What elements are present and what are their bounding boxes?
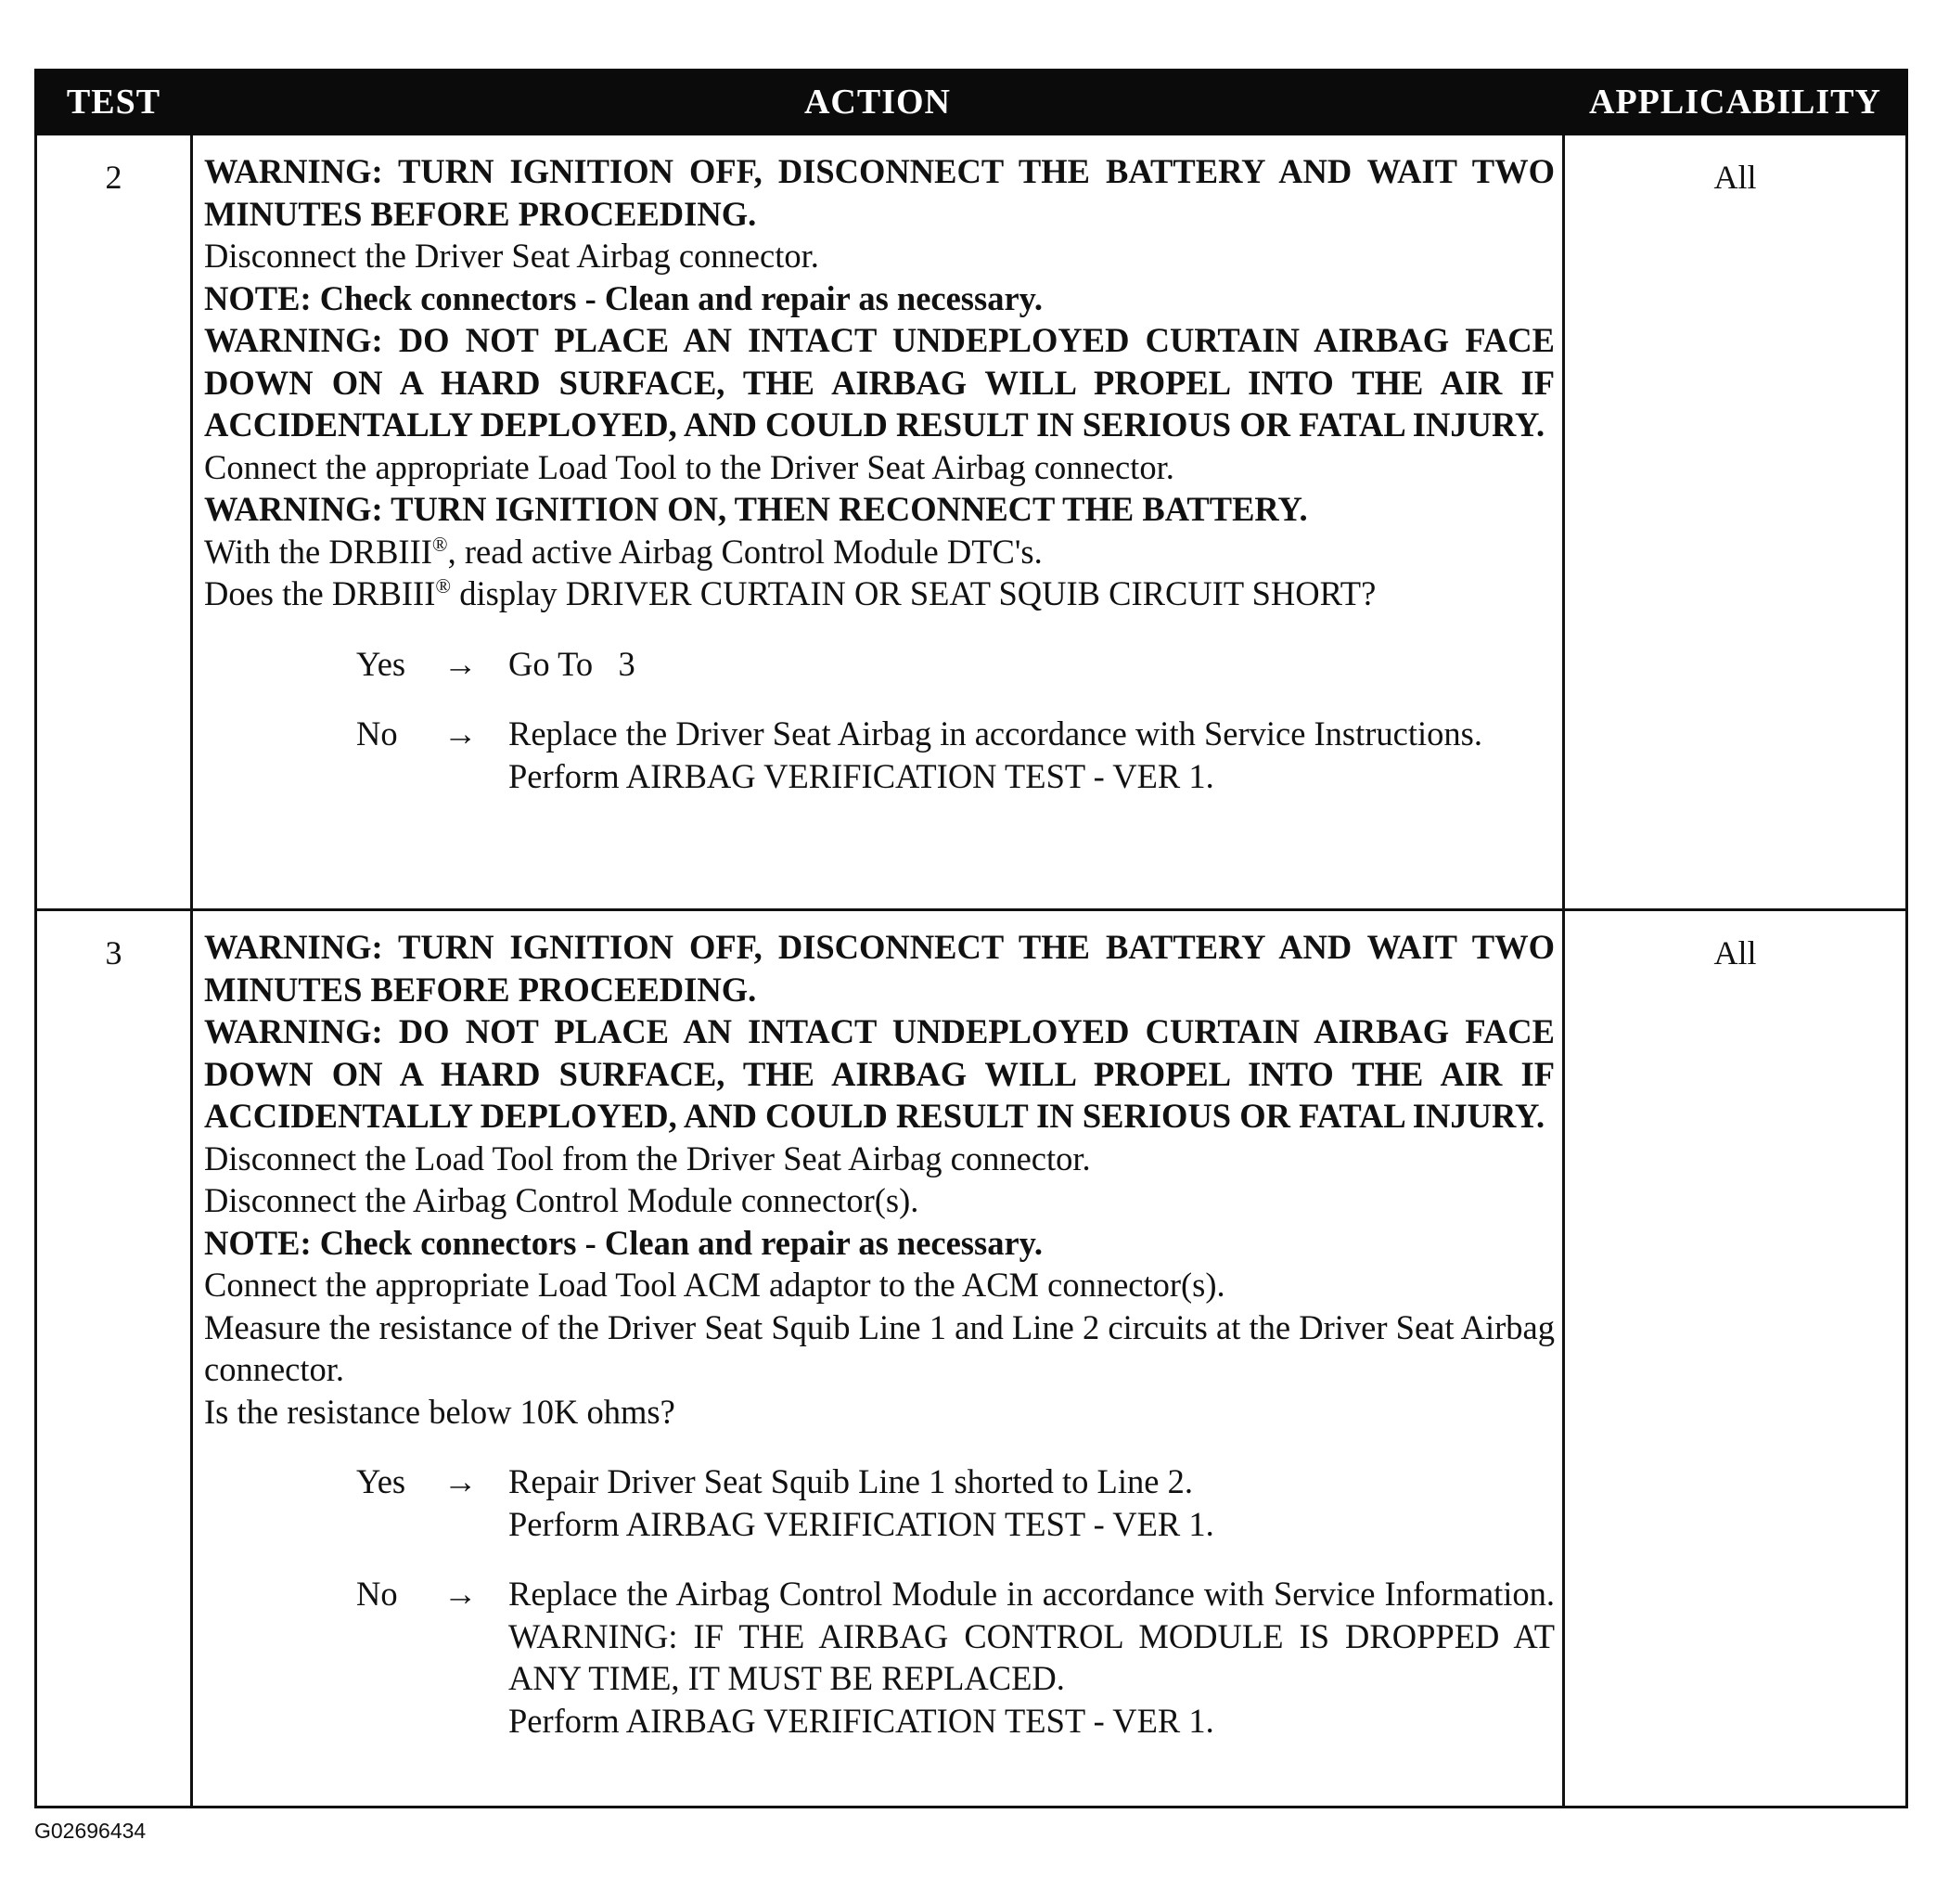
- applicability-value: All: [1564, 910, 1907, 1808]
- right-arrow-icon: →: [443, 714, 478, 753]
- outcome-line: Perform AIRBAG VERIFICATION TEST - VER 1.: [508, 1504, 1214, 1543]
- warning-text: WARNING: TURN IGNITION OFF, DISCONNECT THE BATTERY AND WAIT TWO MINUTES BEFORE PROCEEDING.: [204, 928, 1555, 1009]
- header-test: TEST: [36, 71, 192, 135]
- outcome-yes: [204, 643, 1555, 686]
- outcome-body: [508, 643, 1555, 686]
- outcome-label: Yes: [356, 644, 406, 683]
- outcome-label: Yes: [356, 1462, 406, 1500]
- question-text: Does the DRBIII® display DRIVER CURTAIN OR SEAT SQUIB CIRCUIT SHORT?: [204, 573, 1377, 612]
- instruction-text: Disconnect the Airbag Control Module connector(s).: [204, 1181, 919, 1219]
- right-arrow-icon: →: [443, 644, 478, 683]
- instruction-text: Connect the appropriate Load Tool ACM adaptor to the ACM connector(s).: [204, 1266, 1225, 1304]
- instruction-text: Disconnect the Load Tool from the Driver Seat Airbag connector.: [204, 1139, 1091, 1177]
- test-action-table: [34, 69, 1908, 1808]
- instruction-text: Disconnect the Driver Seat Airbag connector.: [204, 237, 819, 275]
- outcome-no: [204, 1573, 1555, 1742]
- table-header-row: [36, 71, 1907, 135]
- outcome-body: [508, 1460, 1555, 1545]
- outcome-line: Repair Driver Seat Squib Line 1 shorted to Line 2.: [508, 1462, 1193, 1500]
- outcome-label: No: [356, 1575, 398, 1613]
- action-cell: [192, 910, 1564, 1808]
- outcome-label: No: [356, 714, 398, 753]
- note-text: NOTE: Check connectors - Clean and repair as necessary.: [204, 1223, 1044, 1262]
- registered-mark: ®: [435, 573, 452, 598]
- registered-mark: ®: [431, 532, 448, 556]
- applicability-value: All: [1564, 135, 1907, 910]
- outcome-yes: [204, 1460, 1555, 1545]
- outcome-body: [508, 713, 1555, 797]
- outcome-line: Perform AIRBAG VERIFICATION TEST - VER 1.: [508, 756, 1214, 795]
- instruction-text: Connect the appropriate Load Tool to the Driver Seat Airbag connector.: [204, 447, 1174, 486]
- right-arrow-icon: →: [443, 1575, 478, 1613]
- warning-text: WARNING: TURN IGNITION ON, THEN RECONNECT THE BATTERY.: [204, 490, 1308, 528]
- table-row: [36, 910, 1907, 1808]
- warning-text: WARNING: DO NOT PLACE AN INTACT UNDEPLOYED CURTAIN AIRBAG FACE DOWN ON A HARD SURFACE, THE AIRBAG WILL PROPEL INTO THE AIR IF ACCIDENTALLY DEPLOYED, AND COULD RESULT IN SERIOUS OR FATAL INJURY.: [204, 321, 1555, 444]
- right-arrow-icon: →: [443, 1462, 478, 1500]
- question-text: Is the resistance below 10K ohms?: [204, 1392, 675, 1431]
- outcome-body: [508, 1573, 1555, 1742]
- warning-text: WARNING: DO NOT PLACE AN INTACT UNDEPLOYED CURTAIN AIRBAG FACE DOWN ON A HARD SURFACE, THE AIRBAG WILL PROPEL INTO THE AIR IF ACCIDENTALLY DEPLOYED, AND COULD RESULT IN SERIOUS OR FATAL INJURY.: [204, 1012, 1555, 1135]
- action-cell: [192, 135, 1564, 910]
- outcome-line: Perform AIRBAG VERIFICATION TEST - VER 1.: [508, 1701, 1214, 1740]
- table-row: [36, 135, 1907, 910]
- instruction-text: Measure the resistance of the Driver Seat Squib Line 1 and Line 2 circuits at the Driver Seat Airbag connector.: [204, 1307, 1555, 1388]
- outcome-line: Replace the Driver Seat Airbag in accordance with Service Instructions.: [508, 714, 1482, 753]
- figure-id-label: G02696434: [34, 1819, 147, 1843]
- outcome-line: Go To 3: [508, 644, 635, 683]
- test-number: 2: [36, 135, 192, 910]
- test-number: 3: [36, 910, 192, 1808]
- outcome-no: [204, 713, 1555, 797]
- note-text: NOTE: Check connectors - Clean and repair as necessary.: [204, 278, 1044, 317]
- header-applicability: APPLICABILITY: [1564, 71, 1907, 135]
- outcome-line: Replace the Airbag Control Module in accordance with Service Information. WARNING: IF THE AIRBAG CONTROL MODULE IS DROPPED AT ANY TIME, IT MUST BE REPLACED.: [508, 1575, 1555, 1697]
- instruction-text: With the DRBIII®, read active Airbag Control Module DTC's.: [204, 532, 1043, 571]
- header-action: ACTION: [192, 71, 1564, 135]
- warning-text: WARNING: TURN IGNITION OFF, DISCONNECT THE BATTERY AND WAIT TWO MINUTES BEFORE PROCEEDING.: [204, 152, 1555, 233]
